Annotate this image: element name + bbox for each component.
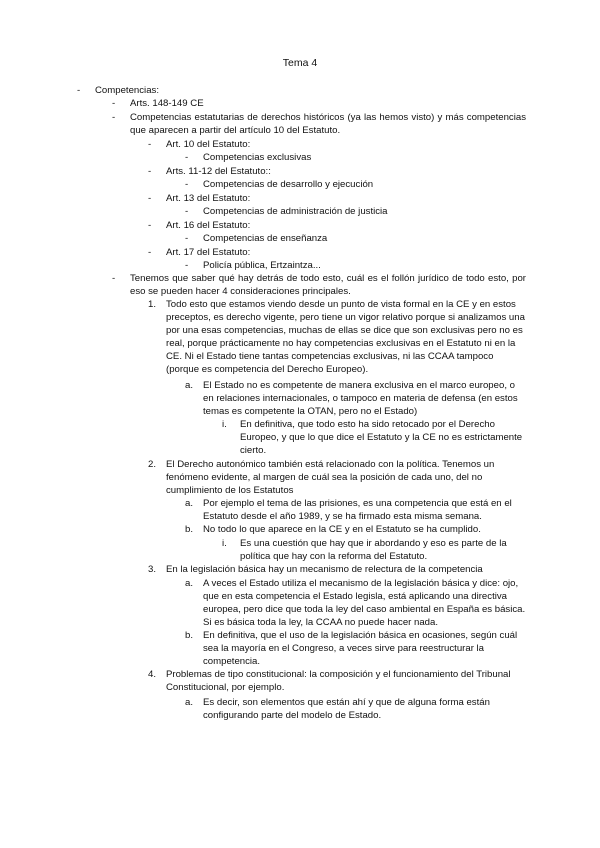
bullet-dash: - bbox=[148, 139, 152, 150]
list-item-estatutarias: Competencias estatutarias de derechos históricos (ya las hemos visto) y más competencias que aparecen a partir del artículo 10 del Estatuto. bbox=[130, 112, 526, 136]
list-letter: b. bbox=[185, 630, 194, 641]
list-item-subarticle: Policía pública, Ertzaintza... bbox=[203, 260, 321, 271]
list-letter: a. bbox=[185, 697, 194, 708]
list-letter: a. bbox=[185, 578, 194, 589]
consideration-2-a: Por ejemplo el tema de las prisiones, es una competencia que está en el Estatuto desde el año 1989, y se ha firmado esta misma semana. bbox=[203, 498, 512, 522]
bullet-dash: - bbox=[112, 112, 116, 123]
heading-competencias: Competencias: bbox=[95, 85, 159, 96]
list-item-article: Art. 13 del Estatuto: bbox=[166, 193, 251, 204]
bullet-dash: - bbox=[112, 273, 116, 284]
list-item-subarticle: Competencias de desarrollo y ejecución bbox=[203, 179, 374, 190]
list-item-article: Arts. 11-12 del Estatuto:: bbox=[166, 166, 271, 177]
list-roman: i. bbox=[222, 538, 227, 549]
bullet-dash: - bbox=[148, 193, 152, 204]
list-item-article: Art. 17 del Estatuto: bbox=[166, 247, 251, 258]
consideration-1-a: El Estado no es competente de manera exclusiva en el marco europeo, o en relaciones internacionales, o tampoco en materia de defensa (en estos temas es competente la OTAN, pero no el Estado) bbox=[203, 380, 518, 417]
consideration-4-a: Es decir, son elementos que están ahí y que de alguna forma están configurando parte del modelo de Estado. bbox=[203, 697, 490, 721]
consideration-3-text: En la legislación básica hay un mecanismo de relectura de la competencia bbox=[166, 564, 483, 575]
bullet-dash: - bbox=[185, 233, 189, 244]
bullet-dash: - bbox=[185, 260, 189, 271]
consideration-3-a: A veces el Estado utiliza el mecanismo de la legislación básica y dice: ojo, que en esta competencia el Estado legisla, está aplicando una directiva europea, pero dice que toda la ley del caso ambiental en España es básica. Si es básica toda la ley, la CCAA no puede hacer nada. bbox=[203, 578, 526, 628]
list-letter: a. bbox=[185, 380, 194, 391]
list-item-subarticle: Competencias exclusivas bbox=[203, 152, 312, 163]
list-number: 3. bbox=[148, 564, 157, 575]
list-number: 2. bbox=[148, 459, 157, 470]
list-roman: i. bbox=[222, 419, 227, 430]
bullet-dash: - bbox=[77, 85, 81, 96]
consideration-2-b: No todo lo que aparece en la CE y en el Estatuto se ha cumplido. bbox=[203, 524, 481, 535]
bullet-dash: - bbox=[185, 152, 189, 163]
consideration-4-text: Problemas de tipo constitucional: la composición y el funcionamiento del Tribunal Constitucional, por ejemplo. bbox=[166, 669, 511, 693]
list-letter: a. bbox=[185, 498, 194, 509]
consideration-1-text: Todo esto que estamos viendo desde un punto de vista formal en la CE y en estos preceptos, es derecho vigente, pero tiene un vigor relativo porque si analizamos una por una esas competencias, muchas de ellas se dice que son exclusivas pero no es real, porque prácticamente no hay competencias exclusivas en el Estatuto ni en la CE. Ni el Estado tiene tantas competencias exclusivas, ni las CCAA tampoco (porque es competencia del Derecho Europeo). bbox=[166, 299, 525, 375]
consideration-2-b-i: Es una cuestión que hay que ir abordando y eso es parte de la política que hay con la reforma del Estatuto. bbox=[240, 538, 507, 562]
bullet-dash: - bbox=[148, 247, 152, 258]
list-number: 4. bbox=[148, 669, 157, 680]
list-item-arts: Arts. 148-149 CE bbox=[130, 98, 204, 109]
consideration-2-text: El Derecho autonómico también está relacionado con la política. Tenemos un fenómeno evidente, al margen de cuál sea la posición de cada uno, del no cumplimiento de los Estatutos bbox=[166, 459, 495, 496]
list-letter: b. bbox=[185, 524, 194, 535]
list-item-subarticle: Competencias de enseñanza bbox=[203, 233, 328, 244]
bullet-dash: - bbox=[112, 98, 116, 109]
bullet-dash: - bbox=[148, 220, 152, 231]
list-item-tenemos: Tenemos que saber qué hay detrás de todo esto, cuál es el follón jurídico de todo esto, por eso se pueden hacer 4 consideraciones principales. bbox=[130, 273, 526, 297]
bullet-dash: - bbox=[148, 166, 152, 177]
bullet-dash: - bbox=[185, 179, 189, 190]
consideration-1-a-i: En definitiva, que todo esto ha sido retocado por el Derecho Europeo, y que lo que dice el Estatuto y la CE no es estrictamente cierto. bbox=[240, 419, 523, 456]
list-item-subarticle: Competencias de administración de justicia bbox=[203, 206, 388, 217]
consideration-3-b: En definitiva, que el uso de la legislación básica en ocasiones, según cuál sea la mayoría en el Congreso, a veces sirve para reestructurar la competencia. bbox=[203, 630, 518, 667]
page-title: Tema 4 bbox=[282, 57, 318, 69]
list-item-article: Art. 16 del Estatuto: bbox=[166, 220, 251, 231]
list-item-article: Art. 10 del Estatuto: bbox=[166, 139, 251, 150]
bullet-dash: - bbox=[185, 206, 189, 217]
list-number: 1. bbox=[148, 299, 157, 310]
